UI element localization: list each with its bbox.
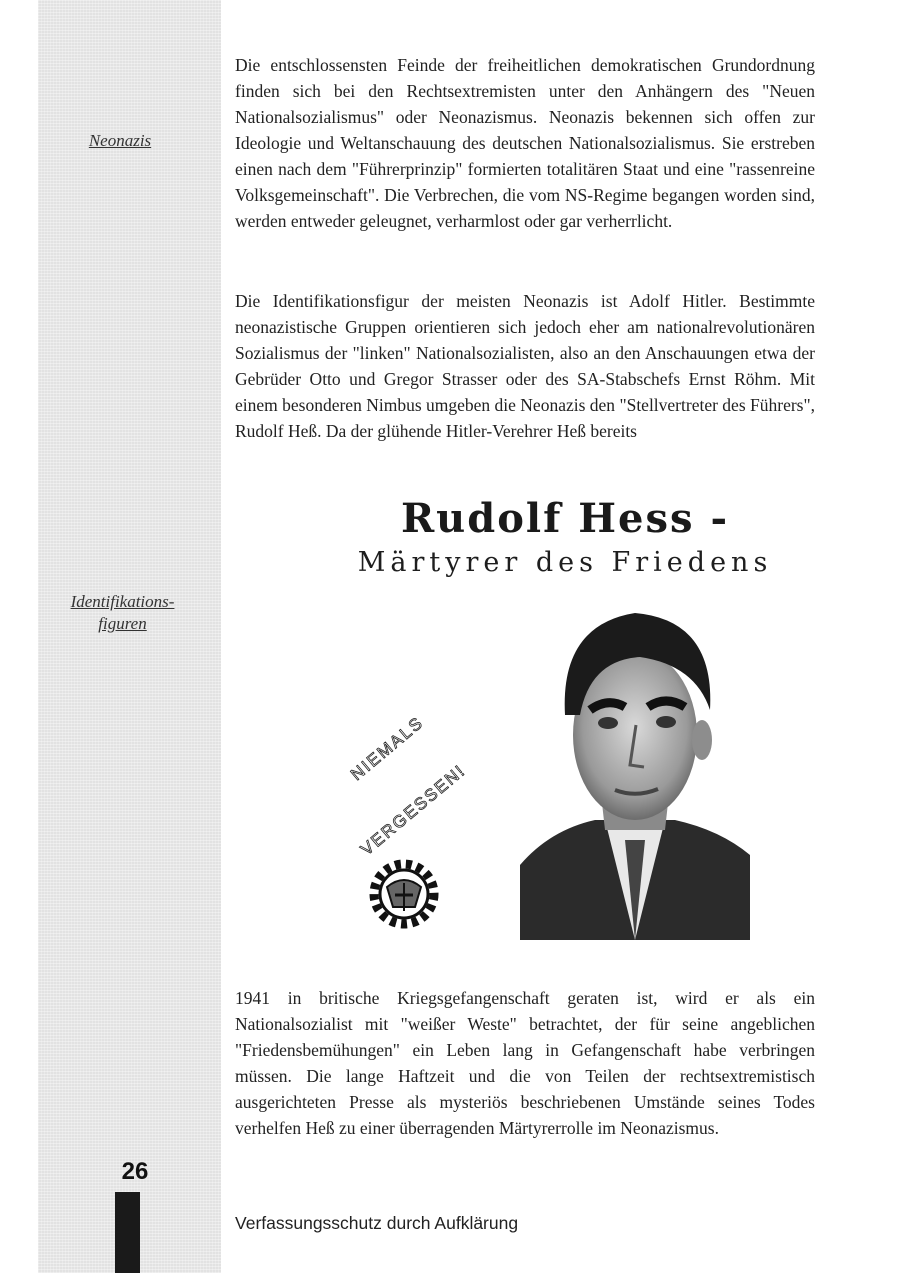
paragraph-3: 1941 in britische Kriegsgefangenschaft geraten ist, wird er als ein Nationalsozialist mit "weißer Weste" betrachtet, der für seine angeblichen "Friedensbemühungen" ein Leben lang in Gefangenschaft habe verbringen müssen. Die lange Haftzeit und die von Teilen der rechtsextremistisch ausgerichteten Presse als mysteriös beschriebenen Umstände seines Todes verhelfen Heß zu einer überragenden Märtyrerrolle im Neonazismus. xyxy=(235,988,815,1138)
margin-note-neonazis: Neonazis xyxy=(88,131,152,150)
paragraph-2: Die Identifikationsfigur der meisten Neonazis ist Adolf Hitler. Bestimmte neonazistische Gruppen orientieren sich jedoch eher am nationalrevolutionären Sozialismus der "linken" Nationalsozialisten, also an den Anschauungen etwa der Gebrüder Otto und Gregor Strasser oder des SA-Stabschefs Ernst Röhm. Mit einem besonderen Nimbus umgeben die Neonazis den "Stellvertreter des Führers", Rudolf Heß. Da der glühende Hitler-Verehrer Heß bereits xyxy=(235,291,815,441)
footer-text: Verfassungsschutz durch Aufklärung xyxy=(235,1213,519,1233)
paragraph-1: Die entschlossensten Feinde der freiheitlichen demokratischen Grundordnung finden sich bei den Rechtsextremisten unter den Anhängern des "Neuen Nationalsozialismus" oder Neonazismus. Neonazis bekennen sich offen zur Ideologie und Weltanschauung des deutschen Nationalsozialismus. Sie erstreben einen nach dem "Führerprinzip" formierten totalitären Staat und eine "rassenreine Volksgemeinschaft". Die Verbrechen, die vom NS-Regime begangen worden sind, werden entweder geleugnet, verharmlost oder gar verherrlicht. xyxy=(235,55,815,231)
poster-title: Rudolf Hess - xyxy=(400,495,730,542)
poster-subtitle: Märtyrer des Friedens xyxy=(357,547,773,578)
margin-note-line-1: Identifikations- xyxy=(70,592,175,611)
gear-emblem-icon xyxy=(365,855,443,933)
stamp-vergessen: VERGESSEN! xyxy=(357,760,470,860)
margin-note-line-2: figuren xyxy=(98,614,147,633)
page-marker-bar xyxy=(115,1192,140,1273)
portrait-photo xyxy=(520,595,750,940)
hess-poster-image xyxy=(340,495,790,950)
page-number: 26 xyxy=(121,1158,149,1185)
margin-note-identifikationsfiguren xyxy=(50,591,195,635)
stamp-niemals: NIEMALS xyxy=(347,712,428,785)
margin-column xyxy=(38,0,221,1273)
